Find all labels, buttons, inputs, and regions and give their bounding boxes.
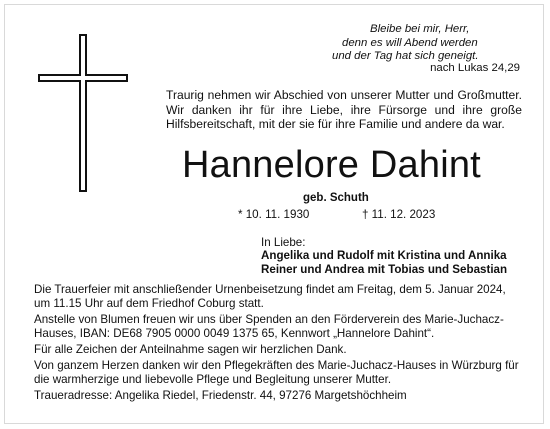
intro-text: Traurig nehmen wir Abschied von unserer Mutter und Großmutter. Wir danken ihr für ihre Liebe, ihre Fürsorge und ihre große Hilfsbereitschaft, mit der sie für ihre Familie und andere da war. [166,88,522,132]
birth-date: * 10. 11. 1930 [238,208,310,221]
funeral-info: Die Trauerfeier mit anschließender Urnenbeisetzung findet am Freitag, dem 5. Januar 2024, um 11.15 Uhr auf dem Friedhof Coburg statt. [34,283,506,310]
mourners-block [261,236,531,276]
deceased-name: Hannelore Dahint [182,144,481,186]
mourners-line: Angelika und Rudolf mit Kristina und Annika [261,249,507,263]
maiden-name: geb. Schuth [303,192,369,204]
donation-info: Anstelle von Blumen freuen wir uns über Spenden an den Förderverein des Marie-Juchacz-Hauses, IBAN: DE68 7905 0000 0049 1375 65, Kennwort „Hannelore Dahint“. [34,312,504,340]
bible-quote [280,23,520,64]
death-date: † 11. 12. 2023 [362,208,436,221]
mourners-line: Reiner und Andrea mit Tobias und Sebastian [261,262,508,276]
mourning-address: Traueradresse: Angelika Riedel, Friedenstr. 44, 97276 Margetshöchheim [34,388,407,402]
quote-reference: nach Lukas 24,29 [430,62,520,74]
quote-line: Bleibe bei mir, Herr, [370,23,470,35]
mourners-label: In Liebe: [261,236,306,249]
quote-line: denn es will Abend werden [342,36,478,49]
quote-line: und der Tag hat sich geneigt. [332,50,479,63]
thanks-text: Für alle Zeichen der Anteilnahme sagen wir herzlichen Dank. [34,342,347,356]
care-thanks-text: Von ganzem Herzen danken wir den Pflegekräften des Marie-Juchacz-Hauses in Würzburg für die warmherzige und liebevolle Pflege und Begleitung unserer Mutter. [34,359,519,386]
notice-body [34,283,524,405]
